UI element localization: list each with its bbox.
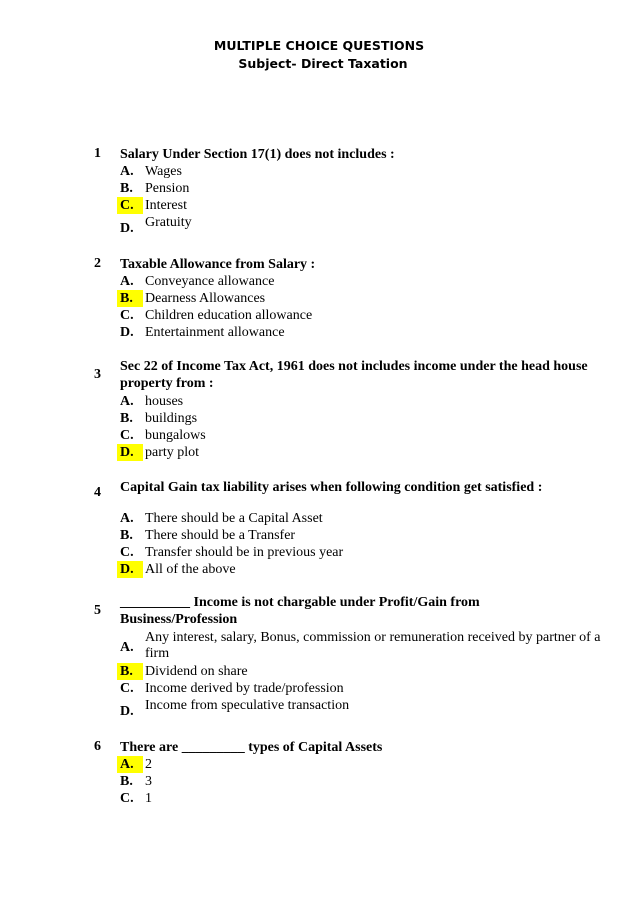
- option-b: [117, 527, 597, 544]
- document-subject: Subject- Direct Taxation: [238, 56, 408, 71]
- question-number: 4: [94, 485, 101, 500]
- option-label: A.: [120, 394, 134, 409]
- option-d: [117, 561, 597, 578]
- option-b: [117, 410, 597, 427]
- option-text: Transfer should be in previous year: [145, 545, 344, 560]
- option-text: 1: [145, 791, 152, 806]
- option-c: [117, 680, 597, 697]
- question-number: 1: [94, 146, 101, 161]
- option-text: 2: [145, 757, 152, 772]
- option-b: [117, 290, 597, 307]
- option-d: [117, 697, 597, 719]
- question-number: 3: [94, 367, 101, 382]
- option-c: [117, 427, 597, 444]
- option-label: B.: [120, 774, 133, 789]
- option-text: Children education allowance: [145, 308, 313, 323]
- option-text: All of the above: [145, 562, 236, 577]
- option-text: Income from speculative transaction: [145, 698, 350, 713]
- option-text: buildings: [145, 411, 198, 426]
- option-label: B.: [120, 181, 133, 196]
- option-b: [117, 180, 597, 197]
- option-a: [117, 273, 597, 290]
- option-text: Interest: [145, 198, 187, 213]
- option-text: Pension: [145, 181, 190, 196]
- option-a: [117, 393, 597, 410]
- option-text: Conveyance allowance: [145, 274, 275, 289]
- option-text: Dearness Allowances: [145, 291, 266, 306]
- option-a: [117, 756, 597, 773]
- option-label: C.: [120, 545, 134, 560]
- option-label: C.: [120, 308, 134, 323]
- option-label: B.: [120, 411, 133, 426]
- option-label: D.: [120, 221, 134, 236]
- question-number: 5: [94, 603, 101, 618]
- option-label: A.: [120, 640, 134, 655]
- document-title: MULTIPLE CHOICE QUESTIONS: [213, 38, 425, 53]
- option-label-highlighted: B.: [117, 663, 143, 680]
- question-text: Sec 22 of Income Tax Act, 1961 does not includes income under the head house property from :: [120, 359, 588, 391]
- option-text: Dividend on share: [145, 664, 248, 679]
- option-label-highlighted: D.: [117, 561, 143, 578]
- option-d: [117, 214, 597, 236]
- option-label: C.: [120, 428, 134, 443]
- option-label: A.: [120, 164, 134, 179]
- option-text: There should be a Transfer: [145, 528, 296, 543]
- option-a: [117, 510, 597, 527]
- question-number: 2: [94, 256, 101, 271]
- option-c: [117, 790, 597, 807]
- option-c: [117, 197, 597, 214]
- option-text: houses: [145, 394, 184, 409]
- option-text: party plot: [145, 445, 200, 460]
- option-d: [117, 324, 597, 341]
- option-label-highlighted: A.: [117, 756, 143, 773]
- option-label-highlighted: C.: [117, 197, 143, 214]
- option-label: B.: [120, 528, 133, 543]
- option-text: Income derived by trade/profession: [145, 681, 344, 696]
- option-a: [117, 163, 597, 180]
- option-label: A.: [120, 274, 134, 289]
- option-text: Wages: [145, 164, 182, 179]
- option-label: D.: [120, 704, 134, 719]
- question-text: Salary Under Section 17(1) does not includes :: [120, 147, 395, 162]
- option-label: C.: [120, 681, 134, 696]
- question-number: 6: [94, 739, 101, 754]
- option-text: Any interest, salary, Bonus, commission or remuneration received by partner of a firm: [145, 630, 601, 661]
- option-label-highlighted: D.: [117, 444, 143, 461]
- option-label: D.: [120, 325, 134, 340]
- option-d: [117, 444, 597, 461]
- option-text: bungalows: [145, 428, 206, 443]
- option-b: [117, 663, 597, 680]
- question-text: __________ Income is not chargable under Profit/Gain from Business/Profession: [120, 595, 480, 627]
- option-text: Entertainment allowance: [145, 325, 285, 340]
- question-text: Capital Gain tax liability arises when following condition get satisfied :: [120, 480, 543, 495]
- option-c: [117, 544, 597, 561]
- option-text: 3: [145, 774, 152, 789]
- option-label: A.: [120, 511, 134, 526]
- option-label: C.: [120, 791, 134, 806]
- option-text: Gratuity: [145, 215, 192, 230]
- question-text: There are _________ types of Capital Assets: [120, 740, 383, 755]
- option-c: [117, 307, 597, 324]
- option-text: There should be a Capital Asset: [145, 511, 323, 526]
- option-b: [117, 773, 597, 790]
- option-a: [117, 630, 601, 664]
- option-label-highlighted: B.: [117, 290, 143, 307]
- question-text: Taxable Allowance from Salary :: [120, 257, 316, 272]
